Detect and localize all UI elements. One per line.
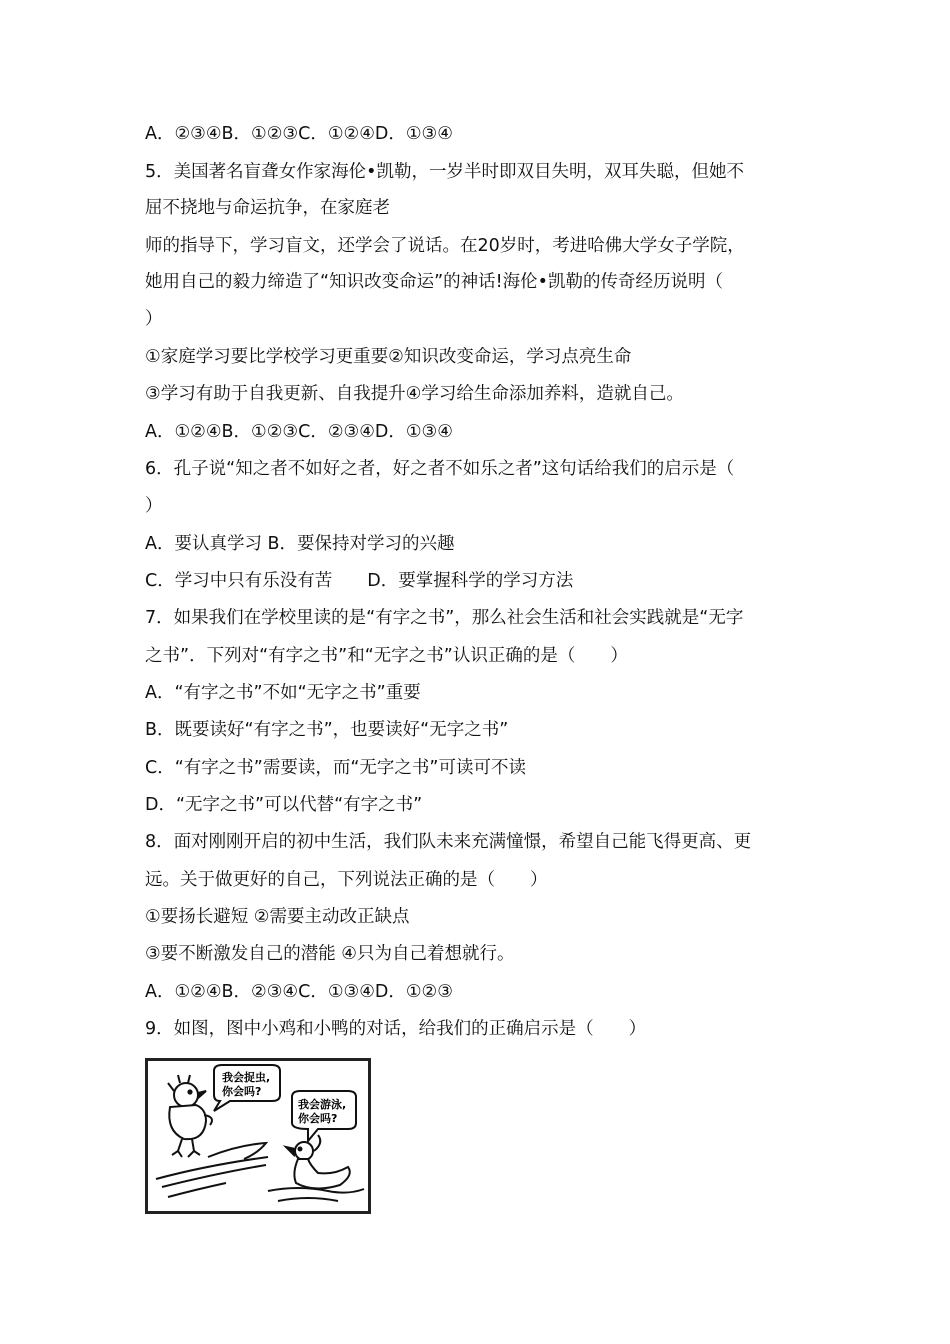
q7-stem-line-1: 7．如果我们在学校里读的是“有字之书”，那么社会生活和社会实践就是“无字 — [145, 608, 744, 628]
q8-stem-line-2: 远。关于做更好的自己，下列说法正确的是（ ） — [145, 870, 548, 890]
q7-stem-line-2: 之书”．下列对“有字之书”和“无字之书”认识正确的是（ ） — [145, 646, 628, 666]
q5-options: A．①②④B．①②③C．②③④D．①③④ — [145, 422, 453, 442]
q6-options-cd: C．学习中只有乐没有苦 D．要掌握科学的学习方法 — [145, 571, 574, 591]
q8-stem-line-1: 8．面对刚刚开启的初中生活，我们队未来充满憧憬，希望自己能飞得更高、更 — [145, 832, 752, 852]
q7-option-d: D．“无字之书”可以代替“有字之书” — [145, 795, 423, 815]
q5-stem-line-4: 她用自己的毅力缔造了“知识改变命运”的神话!海伦•凯勒的传奇经历说明（ — [145, 272, 723, 292]
q6-stem-line-2: ） — [145, 496, 163, 516]
q8-statements-1: ①要扬长避短 ②需要主动改正缺点 — [145, 907, 410, 927]
q5-stem-line-2: 屈不挠地与命运抗争，在家庭老 — [145, 198, 390, 218]
q7-option-c: C．“有字之书”需要读，而“无字之书”可读可不读 — [145, 758, 526, 778]
chick-speech-bubble — [214, 1065, 280, 1111]
q5-stem-line-3: 师的指导下，学习盲文，还学会了说话。在20岁时，考进哈佛大学女子学院， — [145, 236, 745, 256]
q7-option-b: B．既要读好“有字之书”，也要读好“无字之书” — [145, 720, 509, 740]
chick-bubble-line-2: 你会吗? — [222, 1085, 262, 1098]
chick-duck-cartoon — [145, 1058, 371, 1214]
q5-statements-1: ①家庭学习要比学校学习更重要②知识改变命运，学习点亮生命 — [145, 347, 632, 367]
q4-options: A．②③④B．①②③C．①②④D．①③④ — [145, 124, 453, 144]
duck-drawing — [286, 1135, 350, 1189]
water-waves — [268, 1188, 364, 1201]
duck-speech-bubble — [292, 1091, 356, 1141]
q7-option-a: A．“有字之书”不如“无字之书”重要 — [145, 683, 421, 703]
duck-bubble-line-2: 你会吗? — [298, 1112, 338, 1125]
q8-statements-2: ③要不断激发自己的潜能 ④只为自己着想就行。 — [145, 944, 515, 964]
q9-stem: 9．如图，图中小鸡和小鸭的对话，给我们的正确启示是（ ） — [145, 1019, 647, 1039]
duck-bubble-line-1: 我会游泳, — [298, 1098, 347, 1111]
chick-drawing — [168, 1075, 212, 1157]
q8-options: A．①②④B．②③④C．①③④D．①②③ — [145, 982, 453, 1002]
ground-strokes — [156, 1143, 268, 1197]
q6-stem-line-1: 6．孔子说“知之者不如好之者，好之者不如乐之者”这句话给我们的启示是（ — [145, 459, 735, 479]
chick-bubble-line-1: 我会捉虫, — [222, 1071, 271, 1084]
q5-stem-line-5: ） — [145, 309, 163, 329]
q5-stem-line-1: 5．美国著名盲聋女作家海伦•凯勒，一岁半时即双目失明，双耳失聪，但她不 — [145, 162, 744, 182]
q6-options-ab: A．要认真学习 B．要保持对学习的兴趣 — [145, 534, 455, 554]
q5-statements-2: ③学习有助于自我更新、自我提升④学习给生命添加养料，造就自己。 — [145, 384, 684, 404]
